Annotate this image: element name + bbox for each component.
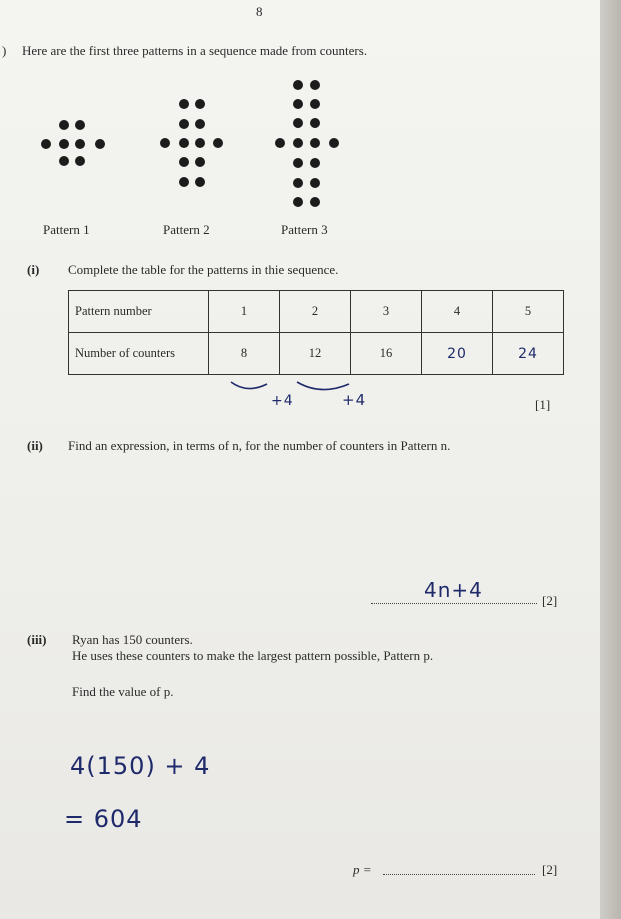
part-ii-text: Find an expression, in terms of n, for the number of counters in Pattern n. bbox=[68, 438, 451, 453]
handwritten-diff: +4 bbox=[342, 391, 367, 409]
answer-line-iii[interactable] bbox=[383, 874, 535, 875]
table-cell: 4 bbox=[422, 291, 493, 333]
part-iii-line2: He uses these counters to make the largest pattern possible, Pattern p. bbox=[72, 648, 434, 663]
handwritten-answer: 20 bbox=[447, 345, 467, 362]
part-ii-label: (ii) bbox=[27, 438, 43, 453]
pattern-3-label: Pattern 3 bbox=[281, 222, 328, 237]
part-ii-marks: [2] bbox=[542, 593, 558, 608]
question-marker: ) bbox=[2, 43, 7, 58]
part-iii-label: (iii) bbox=[27, 632, 47, 647]
answer-label-p: p = bbox=[353, 862, 372, 877]
part-i-text: Complete the table for the patterns in thie sequence. bbox=[68, 262, 339, 277]
table-cell: 5 bbox=[493, 291, 564, 333]
answer-cell-pattern-4[interactable] bbox=[422, 333, 493, 375]
row-header-number-of-counters: Number of counters bbox=[69, 333, 209, 375]
part-i-marks: [1] bbox=[535, 397, 551, 412]
handwritten-diff: +4 bbox=[271, 393, 294, 409]
part-iii-line3: Find the value of p. bbox=[72, 684, 174, 699]
part-iii-marks: [2] bbox=[542, 862, 558, 877]
handwritten-working: = 604 bbox=[64, 805, 143, 833]
row-header-pattern-number: Pattern number bbox=[69, 291, 209, 333]
handwritten-answer: 24 bbox=[518, 345, 538, 362]
sequence-table bbox=[68, 290, 564, 375]
pattern-2-label: Pattern 2 bbox=[163, 222, 210, 237]
pattern-1-label: Pattern 1 bbox=[43, 222, 90, 237]
part-iii-line1: Ryan has 150 counters. bbox=[72, 632, 193, 647]
part-i-label: (i) bbox=[27, 262, 40, 277]
table-row bbox=[69, 333, 564, 375]
question-intro: Here are the first three patterns in a sequence made from counters. bbox=[22, 43, 368, 58]
page-number: 8 bbox=[256, 4, 263, 19]
table-cell: 1 bbox=[209, 291, 280, 333]
table-cell: 8 bbox=[209, 333, 280, 375]
table-cell: 2 bbox=[280, 291, 351, 333]
handwritten-expression: 4n+4 bbox=[424, 578, 483, 602]
table-cell: 3 bbox=[351, 291, 422, 333]
handwritten-working: 4(150) + 4 bbox=[70, 752, 211, 780]
table-cell: 12 bbox=[280, 333, 351, 375]
table-row bbox=[69, 291, 564, 333]
table-cell: 16 bbox=[351, 333, 422, 375]
answer-cell-pattern-5[interactable] bbox=[493, 333, 564, 375]
answer-line-ii[interactable] bbox=[371, 603, 537, 604]
desk-edge bbox=[600, 0, 621, 919]
